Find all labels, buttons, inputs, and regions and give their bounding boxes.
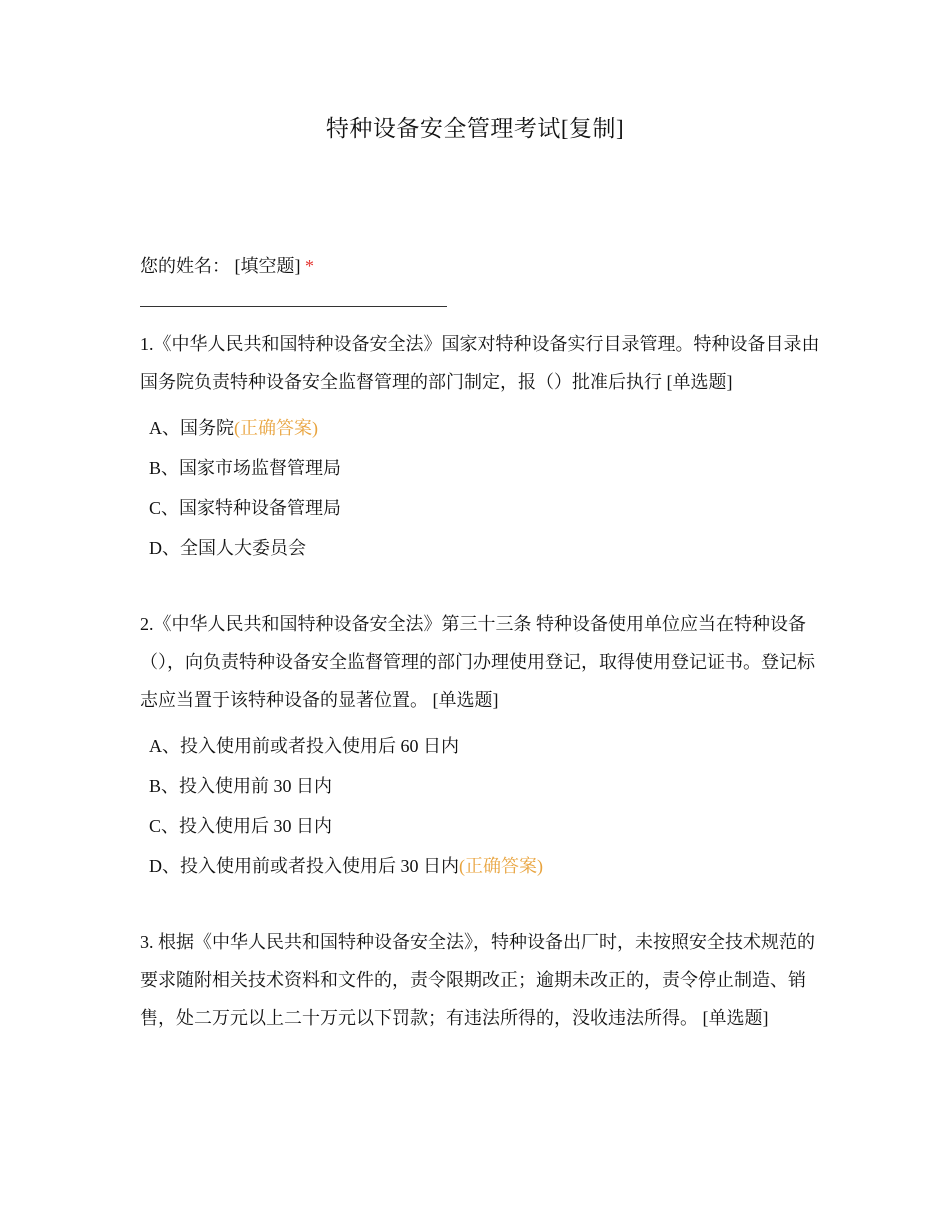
option-label: D、全国人大委员会 xyxy=(149,538,306,558)
option-a[interactable] xyxy=(149,726,543,766)
question-2 xyxy=(140,605,820,719)
question-1 xyxy=(140,325,820,401)
option-label: C、国家特种设备管理局 xyxy=(149,498,342,518)
required-mark: * xyxy=(305,256,314,276)
option-b[interactable] xyxy=(149,448,341,488)
option-label: A、国务院 xyxy=(149,418,234,438)
page-title: 特种设备安全管理考试[复制] xyxy=(325,116,625,141)
option-label: D、投入使用前或者投入使用后 30 日内 xyxy=(149,856,459,876)
question-2-options xyxy=(149,726,543,886)
option-d[interactable] xyxy=(149,528,341,568)
option-b[interactable] xyxy=(149,766,543,806)
question-text: 3. 根据《中华人民共和国特种设备安全法》，特种设备出厂时，未按照安全技术规范的要求随附相关技术资料和文件的，责令限期改正；逾期未改正的，责令停止制造、销售，处二万元以上二十万元以下罚款；有违法所得的，没收违法所得。 xyxy=(140,932,815,1028)
name-question-type: [填空题] xyxy=(234,256,301,276)
question-type: [单选题] xyxy=(432,690,499,710)
option-a[interactable] xyxy=(149,408,341,448)
option-d[interactable] xyxy=(149,846,543,886)
option-c[interactable] xyxy=(149,806,543,846)
question-type: [单选题] xyxy=(702,1008,769,1028)
correct-answer-tag: (正确答案) xyxy=(234,418,318,438)
question-type: [单选题] xyxy=(666,372,733,392)
question-3 xyxy=(140,923,820,1037)
question-text: 2.《中华人民共和国特种设备安全法》第三十三条 特种设备使用单位应当在特种设备（），向负责特种设备安全监督管理的部门办理使用登记，取得使用登记证书。登记标志应当置于该特种设备的显著位置。 xyxy=(140,614,815,710)
name-question-label: 您的姓名： xyxy=(140,256,230,276)
option-label: A、投入使用前或者投入使用后 60 日内 xyxy=(149,736,459,756)
name-answer-line[interactable] xyxy=(140,306,447,307)
option-label: C、投入使用后 30 日内 xyxy=(149,816,333,836)
name-question xyxy=(140,252,314,278)
option-label: B、投入使用前 30 日内 xyxy=(149,776,333,796)
question-1-options xyxy=(149,408,341,568)
option-label: B、国家市场监督管理局 xyxy=(149,458,342,478)
option-c[interactable] xyxy=(149,488,341,528)
correct-answer-tag: (正确答案) xyxy=(459,856,543,876)
question-text: 1.《中华人民共和国特种设备安全法》国家对特种设备实行目录管理。特种设备目录由国务院负责特种设备安全监督管理的部门制定，报（）批准后执行 xyxy=(140,334,820,392)
